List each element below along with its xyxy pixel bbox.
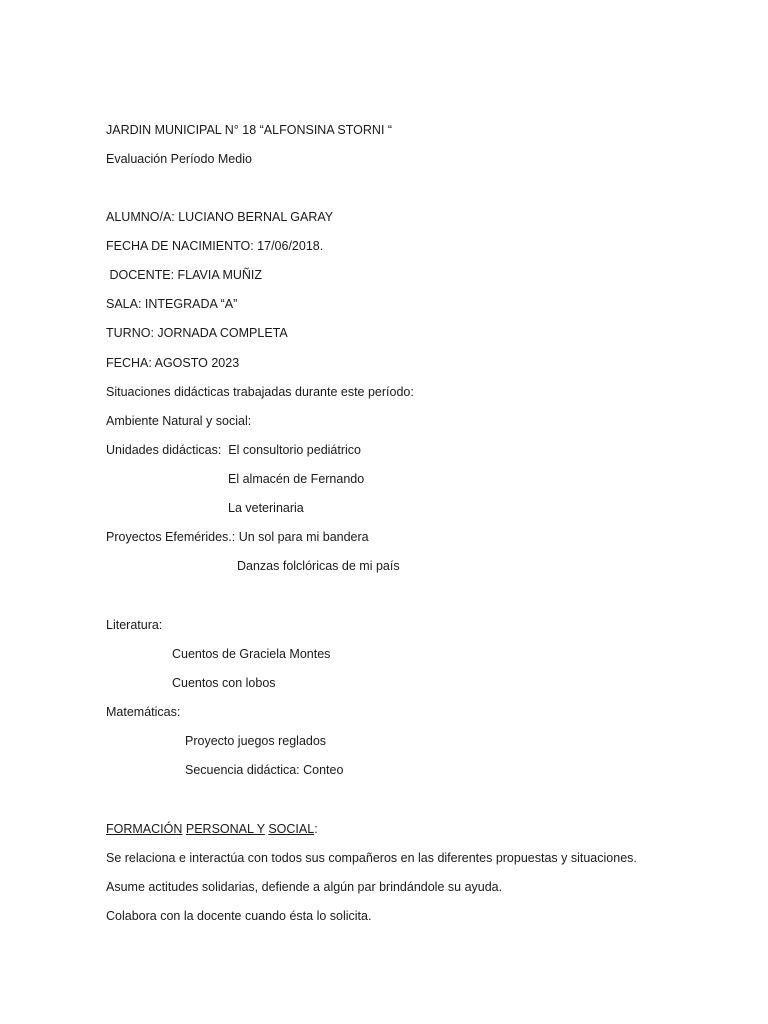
teacher: DOCENTE: FLAVIA MUÑIZ: [106, 268, 263, 282]
report-date: FECHA: AGOSTO 2023: [106, 356, 240, 370]
projects-line: Proyectos Efemérides.: Un sol para mi bandera: [106, 530, 369, 544]
formation-heading-word: PERSONAL Y: [185, 822, 265, 836]
formation-paragraph: Colabora con la docente cuando ésta lo solicita.: [106, 909, 372, 923]
literature-heading: Literatura:: [106, 618, 163, 632]
student-name: ALUMNO/A: LUCIANO BERNAL GARAY: [106, 210, 334, 224]
formation-heading-colon: :: [314, 822, 318, 836]
formation-heading-word: SOCIAL: [268, 822, 315, 836]
environment-heading: Ambiente Natural y social:: [106, 414, 252, 428]
shift: TURNO: JORNADA COMPLETA: [106, 326, 288, 340]
didactic-unit-item: La veterinaria: [228, 501, 304, 515]
math-item: Secuencia didáctica: Conteo: [185, 763, 344, 777]
math-heading: Matemáticas:: [106, 705, 181, 719]
didactic-units-line: Unidades didácticas: El consultorio pediátrico: [106, 443, 361, 457]
evaluation-title: Evaluación Período Medio: [106, 152, 252, 166]
didactic-unit-item: El almacén de Fernando: [228, 472, 365, 486]
literature-item: Cuentos con lobos: [172, 676, 276, 690]
literature-item: Cuentos de Graciela Montes: [172, 647, 331, 661]
formation-heading-word: FORMACIÓN: [106, 822, 183, 836]
formation-paragraph: Asume actitudes solidarias, defiende a algún par brindándole su ayuda.: [106, 880, 503, 894]
birth-date: FECHA DE NACIMIENTO: 17/06/2018.: [106, 239, 324, 253]
math-item: Proyecto juegos reglados: [185, 734, 327, 748]
situations-heading: Situaciones didácticas trabajadas durante este período:: [106, 385, 414, 399]
classroom: SALA: INTEGRADA “A”: [106, 297, 238, 311]
formation-paragraph: Se relaciona e interactúa con todos sus compañeros en las diferentes propuestas y situaciones.: [106, 851, 637, 865]
formation-heading: [106, 821, 318, 837]
project-item: Danzas folclóricas de mi país: [237, 559, 400, 573]
school-title: JARDIN MUNICIPAL N° 18 “ALFONSINA STORNI “: [106, 123, 393, 137]
